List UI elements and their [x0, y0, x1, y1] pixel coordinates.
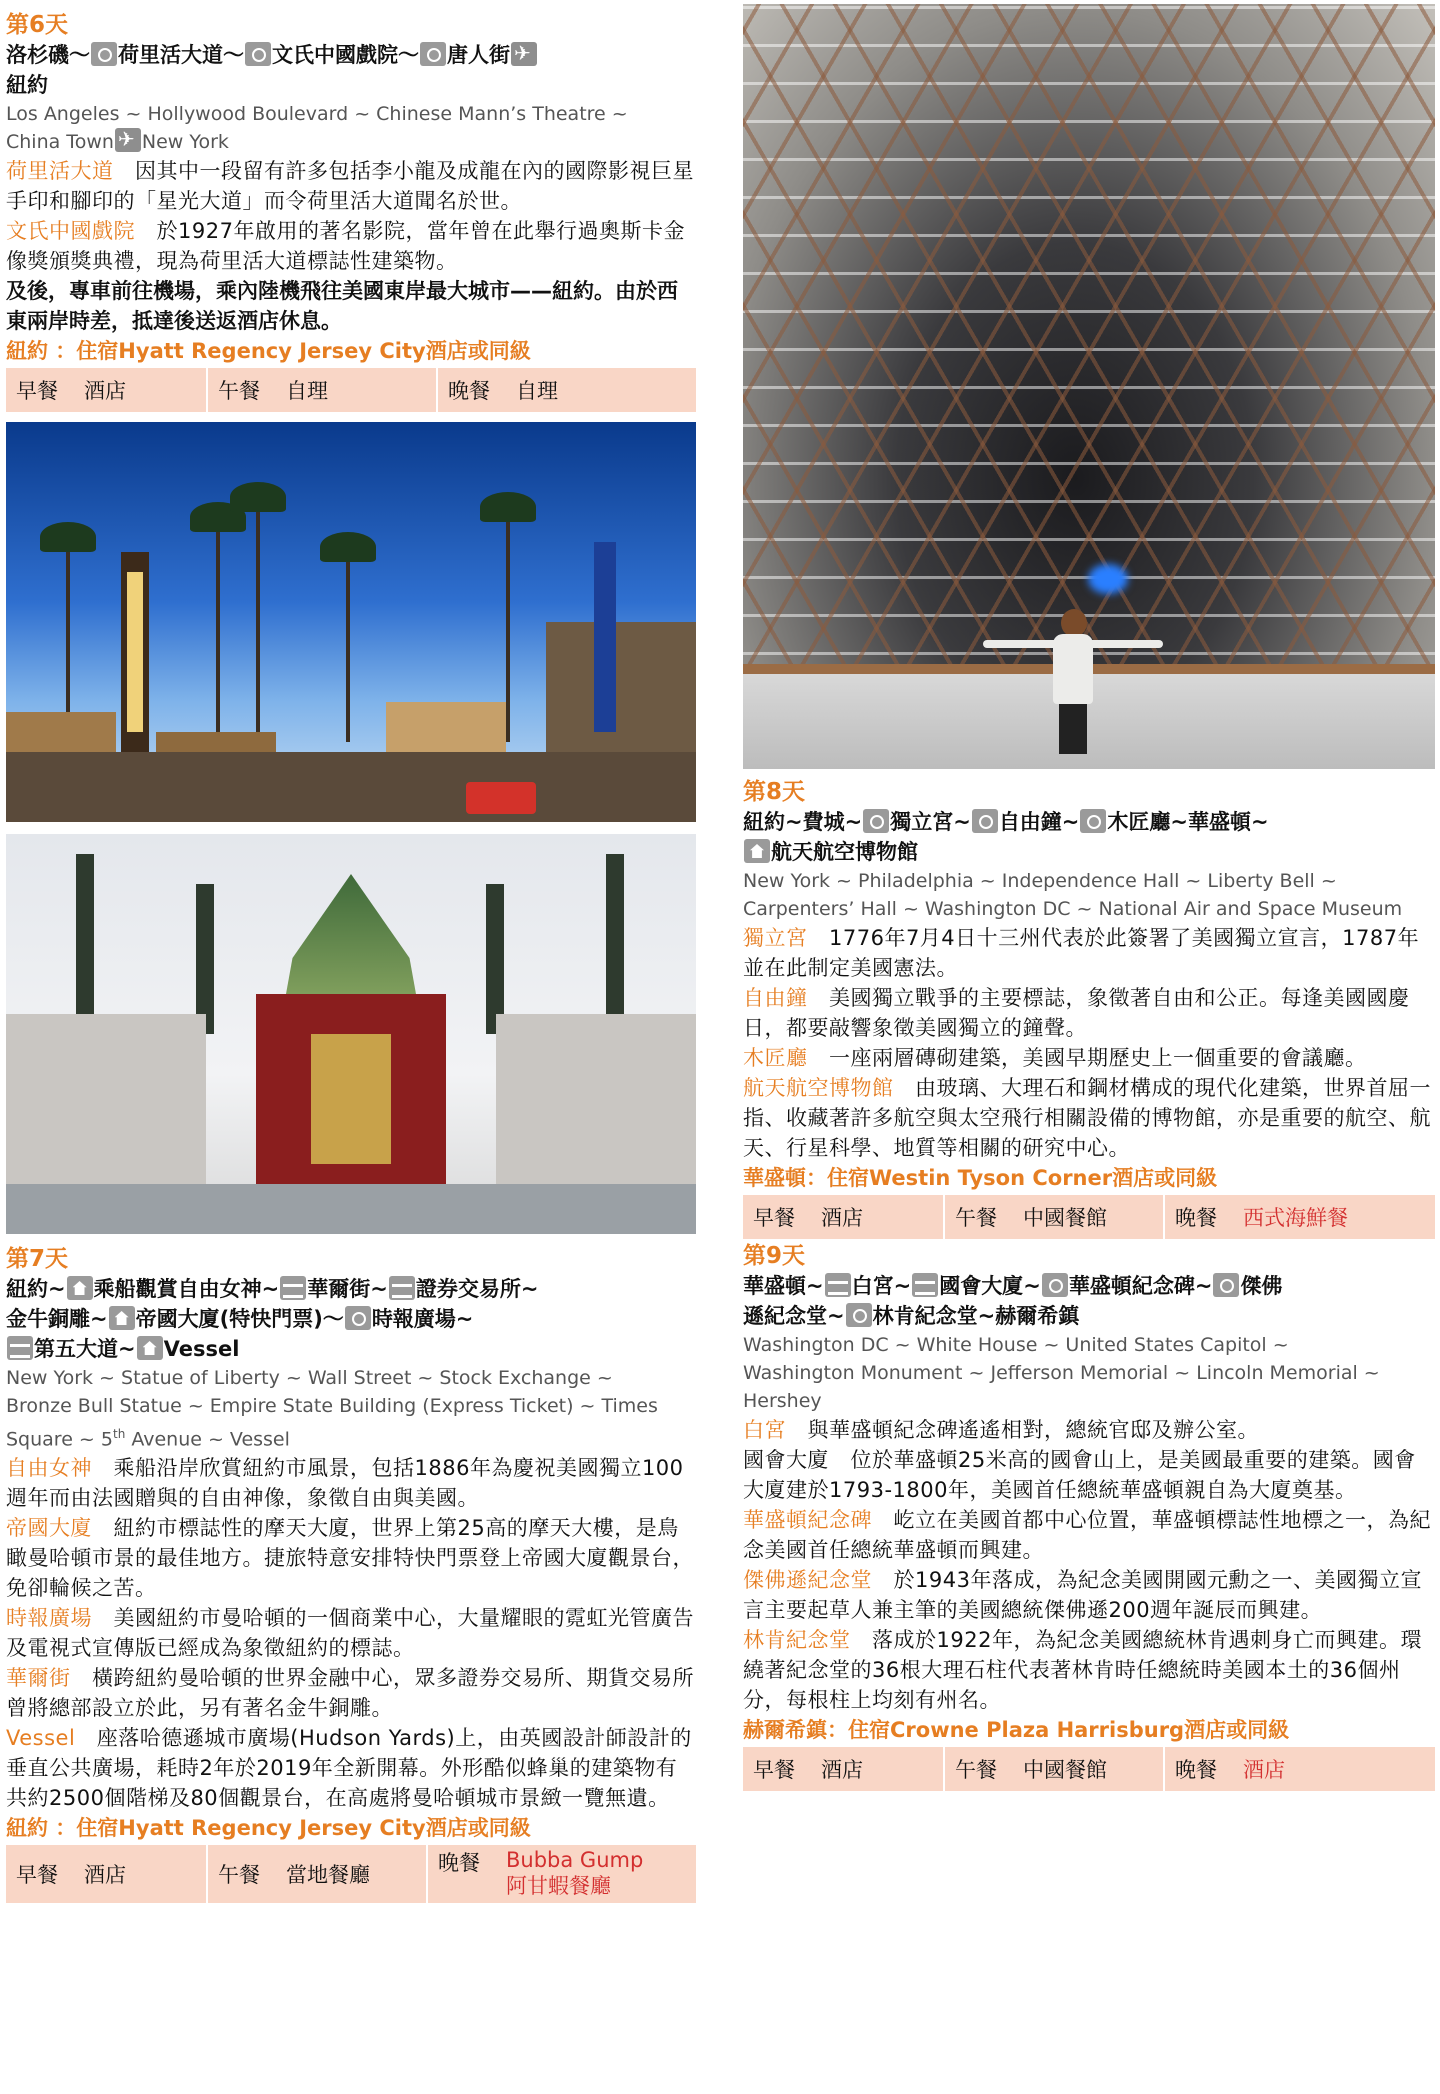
camera-icon [1213, 1273, 1239, 1297]
left-column [6, 0, 696, 1903]
day8-hotel: 華盛頓：住宿Westin Tyson Corner酒店或同級 [743, 1166, 1218, 1190]
dinner: 晚餐 酒店 [1163, 1747, 1435, 1791]
camera-icon [972, 809, 998, 833]
day8-title: 第8天 [743, 779, 806, 805]
dinner: 晚餐 Bubba Gump 阿甘蝦餐廳 [426, 1845, 696, 1903]
chinese-theatre-photo [6, 834, 696, 1234]
day9-para-lincoln: 林肯紀念堂 落成於1922年，為紀念美國總統林肯遇刺身亡而興建。環繞著紀念堂的36根大理石柱代表著林肯時任總統時美國本土的36個州分，每根柱上均刻有州名。 [743, 1628, 1422, 1712]
camera-icon [863, 809, 889, 833]
day8-para-liberty-bell: 自由鐘 美國獨立戰爭的主要標誌，象徵著自由和公正。每逢美國國慶日，都要敲響象徵美國獨立的鐘聲。 [743, 986, 1410, 1040]
camera-icon [345, 1306, 371, 1330]
lunch: 午餐 自理 [206, 368, 436, 412]
day6-meals [6, 366, 696, 412]
day6-section [6, 0, 696, 412]
day6-para-hollywood: 荷里活大道 因其中一段留有許多包括李小龍及成龍在內的國際影視巨星手印和腳印的「星光大道」而令荷里活大道聞名於世。 [6, 159, 694, 213]
day8-route-en: New York ~ Philadelphia ~ Independence Hall ~ Liberty Bell ~ Carpenters’ Hall ~ Washington DC ~ National Air and Space Museum [743, 870, 1403, 920]
camera-icon [245, 42, 271, 66]
breakfast: 早餐 酒店 [16, 379, 126, 403]
day9-meals [743, 1745, 1435, 1791]
day6-route-zh: 洛杉磯～ 荷里活大道～ 文氏中國戲院～ 唐人街✈ 紐約 [6, 40, 696, 100]
day8-para-air-space: 航天航空博物館 由玻璃、大理石和鋼材構成的現代化建築，世界首屈一指、收藏著許多航空與太空飛行相關設備的博物館，亦是重要的航空、航天、行星科學、地質等相關的研究中心。 [743, 1076, 1431, 1160]
camera-icon [846, 1303, 872, 1327]
day7-para-liberty: 自由女神 乘船沿岸欣賞紐約市風景，包括1886年為慶祝美國獨立100週年而由法國贈與的自由神像，象徵自由與美國。 [6, 1456, 684, 1511]
day6-route-en: Los Angeles ~ Hollywood Boulevard ~ Chinese Mann’s Theatre ~ China Town✈ New York [6, 100, 696, 156]
day8-para-carpenters: 木匠廳 一座兩層磚砌建築，美國早期歷史上一個重要的會議廳。 [743, 1046, 1367, 1070]
day7-para-vessel: Vessel 座落哈德遜城市廣場(Hudson Yards)上，由英國設計師設計的垂直公共廣場，耗時2年於2019年全新開幕。外形酷似蜂巢的建築物有共約2500個階梯及80個觀景台，在高處將曼哈頓城市景緻一覽無遺。 [6, 1726, 692, 1811]
lunch: 午餐 中國餐館 [943, 1747, 1163, 1791]
day7-para-empire: 帝國大廈 紐約市標誌性的摩天大廈，世界上第25高的摩天大樓，是鳥瞰曼哈頓市景的最佳地方。捷旅特意安排特快門票登上帝國大廈觀景台，免卻輪候之苦。 [6, 1516, 694, 1601]
plane-icon [115, 128, 141, 152]
day9-route-en: Washington DC ~ White House ~ United States Capitol ~ Washington Monument ~ Jefferson Memorial ~ Lincoln Memorial ~ Hershey [743, 1334, 1380, 1412]
day9-section [743, 1239, 1435, 1791]
day7-route-zh: 紐約~ 乘船觀賞自由女神~ 華爾街~ 證券交易所~ 金牛銅雕~ 帝國大廈(特快門票)～ 時報廣場~ 第五大道~ Vessel [6, 1277, 539, 1361]
home-icon [744, 839, 770, 863]
day6-hotel: 紐約 ：住宿Hyatt Regency Jersey City酒店或同級 [6, 339, 531, 363]
bus-icon [389, 1276, 415, 1300]
bus-icon [7, 1336, 33, 1360]
person-figure [1043, 604, 1103, 754]
plane-icon [511, 42, 537, 66]
day9-para-white-house: 白宮 與華盛頓紀念碑遙遙相對，總統官邸及辦公室。 [743, 1418, 1259, 1442]
vessel-photo [743, 4, 1435, 769]
day7-meals [6, 1843, 696, 1903]
camera-icon [420, 42, 446, 66]
day9-para-monument: 華盛頓紀念碑 屹立在美國首都中心位置，華盛頓標誌性地標之一，為紀念美國首任總統華盛頓而興建。 [743, 1508, 1431, 1562]
day9-para-jefferson: 傑佛遜紀念堂 於1943年落成，為紀念美國開國元勳之一、美國獨立宣言主要起草人兼主筆的美國總統傑佛遜200週年誕辰而興建。 [743, 1568, 1422, 1622]
day9-para-capitol: 國會大廈 位於華盛頓25米高的國會山上，是美國最重要的建築。國會大廈建於1793-1800年，美國首任總統華盛頓親自為大廈奠基。 [743, 1448, 1416, 1502]
day8-route-zh: 紐約~費城~ 獨立宮~ 自由鐘~ 木匠廳~華盛頓~ 航天航空博物館 [743, 810, 1269, 864]
day6-title: 第6天 [6, 12, 69, 38]
hollywood-boulevard-photo [6, 422, 696, 822]
hollywood-sign-tower [121, 552, 149, 752]
bus-icon [280, 1276, 306, 1300]
dinner: 晚餐 自理 [436, 368, 696, 412]
breakfast: 早餐 酒店 [753, 1758, 863, 1782]
bus-icon [825, 1273, 851, 1297]
day7-para-times: 時報廣場 美國紐約市曼哈頓的一個商業中心，大量耀眼的霓虹光管廣告及電視式宣傳版已經成為象徵紐約的標誌。 [6, 1606, 694, 1661]
dinner: 晚餐 西式海鮮餐 [1163, 1195, 1435, 1239]
bus-icon [912, 1273, 938, 1297]
day9-route-zh: 華盛頓~ 白宮~ 國會大廈~ 華盛頓紀念碑~ 傑佛 遜紀念堂~ 林肯紀念堂~赫爾希鎮 [743, 1274, 1283, 1328]
breakfast: 早餐 酒店 [753, 1206, 863, 1230]
day6-para-theatre: 文氏中國戲院 於1927年啟用的著名影院，當年曾在此舉行過奧斯卡金像獎頒獎典禮，現為荷里活大道標誌性建築物。 [6, 219, 685, 273]
day9-hotel: 赫爾希鎮：住宿Crowne Plaza Harrisburg酒店或同級 [743, 1718, 1290, 1742]
day7-title: 第7天 [6, 1246, 69, 1272]
day8-para-independence: 獨立宮 1776年7月4日十三州代表於此簽署了美國獨立宣言，1787年並在此制定美國憲法。 [743, 926, 1420, 980]
breakfast: 早餐 酒店 [16, 1863, 126, 1888]
lunch: 午餐 中國餐館 [943, 1195, 1163, 1239]
day8-meals [743, 1193, 1435, 1239]
day7-route-en: New York ~ Statue of Liberty ~ Wall Street ~ Stock Exchange ~ Bronze Bull Statue ~ Empire State Building (Express Ticket) ~ Times Square ~ 5th Avenue ~ Vessel [6, 1367, 658, 1451]
day6-para-flight: 及後，專車前往機場，乘內陸機飛往美國東岸最大城市——紐約。由於西東兩岸時差，抵達後送返酒店休息。 [6, 279, 678, 333]
camera-icon [91, 42, 117, 66]
day7-section [6, 1234, 696, 1903]
walk-of-fame-sign [594, 542, 616, 732]
right-column [743, 0, 1435, 1791]
home-icon [137, 1336, 163, 1360]
day9-title: 第9天 [743, 1243, 806, 1269]
home-icon [109, 1306, 135, 1330]
camera-icon [1080, 809, 1106, 833]
camera-icon [1042, 1273, 1068, 1297]
day7-hotel: 紐約 ：住宿Hyatt Regency Jersey City酒店或同級 [6, 1816, 531, 1841]
day8-section [743, 769, 1435, 1239]
day7-para-wallstreet: 華爾街 橫跨紐約曼哈頓的世界金融中心，眾多證券交易所、期貨交易所曾將總部設立於此，另有著名金牛銅雕。 [6, 1666, 694, 1721]
lunch: 午餐 當地餐廳 [206, 1845, 426, 1903]
home-icon [67, 1276, 93, 1300]
